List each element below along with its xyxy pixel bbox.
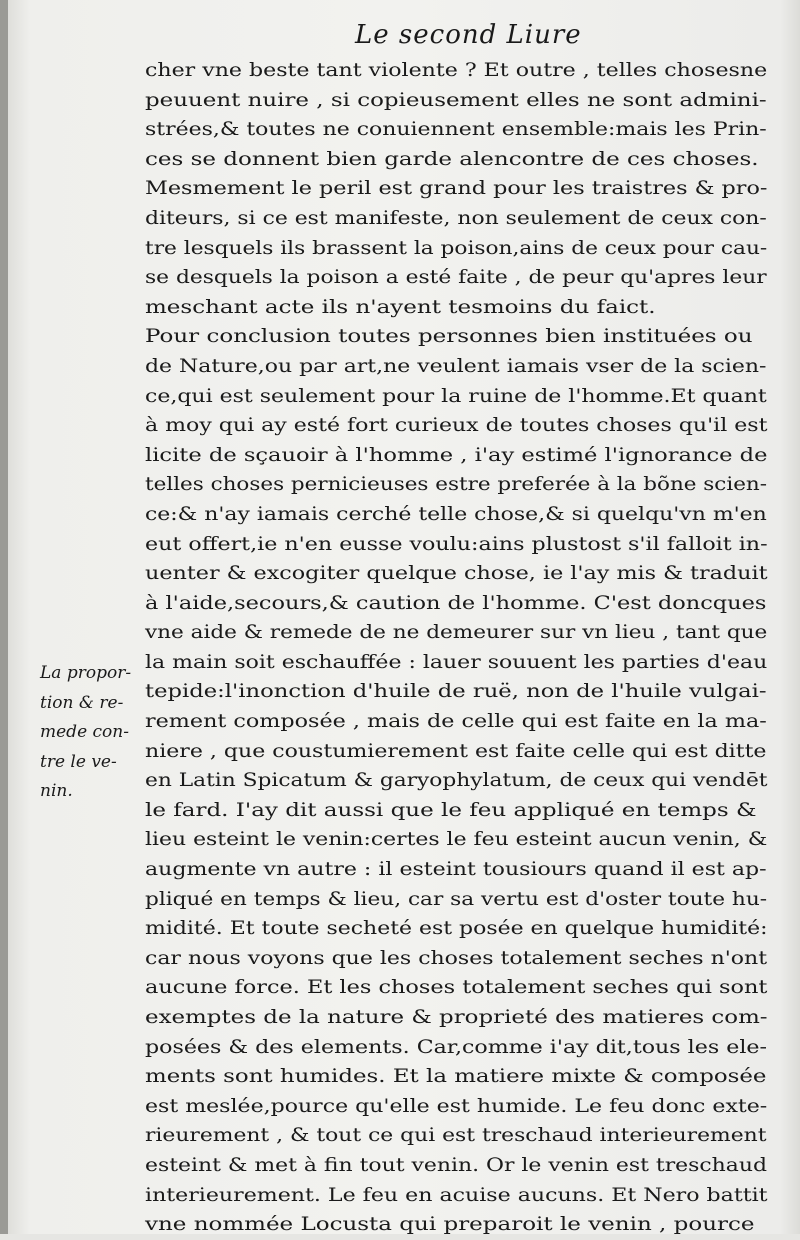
marginal-note-line: mede con- <box>40 722 129 743</box>
text-line: peuuent nuire , si copieusement elles ne sont admini- <box>145 89 767 111</box>
text-line: ce,qui est seulement pour la ruine de l'homme.Et quant <box>145 385 767 407</box>
text-line: pliqué en temps & lieu, car sa vertu est d'oster toute hu- <box>145 888 768 910</box>
marginal-note-line: nin. <box>40 781 73 802</box>
text-line: licite de sçauoir à l'homme , i'ay estimé l'ignorance de <box>145 444 768 466</box>
text-line: est meslée,pource qu'elle est humide. Le feu donc exte- <box>145 1095 768 1117</box>
text-line: le fard. I'ay dit aussi que le feu appliqué en temps & <box>145 799 757 821</box>
page-gutter-shadow <box>0 0 8 1234</box>
text-line: car nous voyons que les choses totalement seches n'ont <box>145 947 768 969</box>
marginal-note <box>40 659 140 807</box>
text-line: ments sont humides. Et la matiere mixte & composée <box>145 1066 767 1088</box>
text-line: la main soit eschauffée : lauer souuent les parties d'eau <box>145 651 768 673</box>
text-line: se desquels la poison a esté faite , de peur qu'apres leur <box>145 267 767 289</box>
text-line: rieurement , & tout ce qui est treschaud interieurement <box>145 1125 767 1147</box>
marginal-note-line: tre le ve- <box>40 751 117 772</box>
text-line: lieu esteint le venin:certes le feu esteint aucun venin, & <box>145 829 768 851</box>
text-line: meschant acte ils n'ayent tesmoins du faict. <box>145 296 656 318</box>
text-line: diteurs, si ce est manifeste, non seulement de ceux con- <box>145 207 767 229</box>
text-line: posées & des elements. Car,comme i'ay dit,tous les ele- <box>145 1036 767 1058</box>
text-line: strées,& toutes ne conuiennent ensemble:mais les Prin- <box>145 119 767 141</box>
text-line: vne aide & remede de ne demeurer sur vn lieu , tant que <box>145 622 768 644</box>
text-line: uenter & excogiter quelque chose, ie l'ay mis & traduit <box>145 563 768 585</box>
text-line: aucune force. Et les choses totalement seches qui sont <box>145 977 768 999</box>
text-line: telles choses pernicieuses estre preferée à la bõne scien- <box>145 474 767 496</box>
text-line: augmente vn autre : il esteint tousiours quand il est ap- <box>145 859 767 881</box>
body-text <box>145 56 767 1240</box>
text-line: cher vne beste tant violente ? Et outre , telles chosesne <box>145 60 768 81</box>
text-line: à l'aide,secours,& caution de l'homme. C'est doncques <box>145 592 767 614</box>
text-line: eut offert,ie n'en eusse voulu:ains plustost s'il falloit in- <box>145 533 768 555</box>
text-line: tre lesquels ils brassent la poison,ains de ceux pour cau- <box>145 237 768 259</box>
text-line: ces se donnent bien garde alencontre de ces choses. <box>145 148 759 170</box>
text-line: en Latin Spicatum & garyophylatum, de ceux qui vendēt <box>145 770 768 792</box>
text-line: Pour conclusion toutes personnes bien instituées ou <box>145 326 753 348</box>
text-line: niere , que coustumierement est faite celle qui est ditte <box>145 740 767 762</box>
text-line: de Nature,ou par art,ne veulent iamais vser de la scien- <box>145 355 767 377</box>
text-line: interieurement. Le feu en acuise aucuns. Et Nero battit <box>145 1184 768 1206</box>
text-line: à moy qui ay esté fort curieux de toutes choses qu'il est <box>145 415 768 437</box>
text-line: rement composée , mais de celle qui est faite en la ma- <box>145 711 767 733</box>
text-line: vne nommée Locusta qui preparoit le venin , pource <box>145 1214 755 1236</box>
text-line: ce:& n'ay iamais cerché telle chose,& si quelqu'vn m'en <box>145 503 767 525</box>
marginal-note-line: tion & re- <box>40 692 124 713</box>
text-line: tepide:l'inonction d'huile de ruë, non de l'huile vulgai- <box>145 681 767 703</box>
text-line: esteint & met à fin tout venin. Or le venin est treschaud <box>145 1154 767 1176</box>
text-line: midité. Et toute secheté est posée en quelque humidité: <box>145 918 768 940</box>
running-head: Le second Liure <box>355 20 582 50</box>
text-line: exemptes de la nature & proprieté des matieres com- <box>145 1007 768 1028</box>
marginal-note-line: La propor- <box>40 663 132 683</box>
text-line: Mesmement le peril est grand pour les traistres & pro- <box>145 178 768 200</box>
